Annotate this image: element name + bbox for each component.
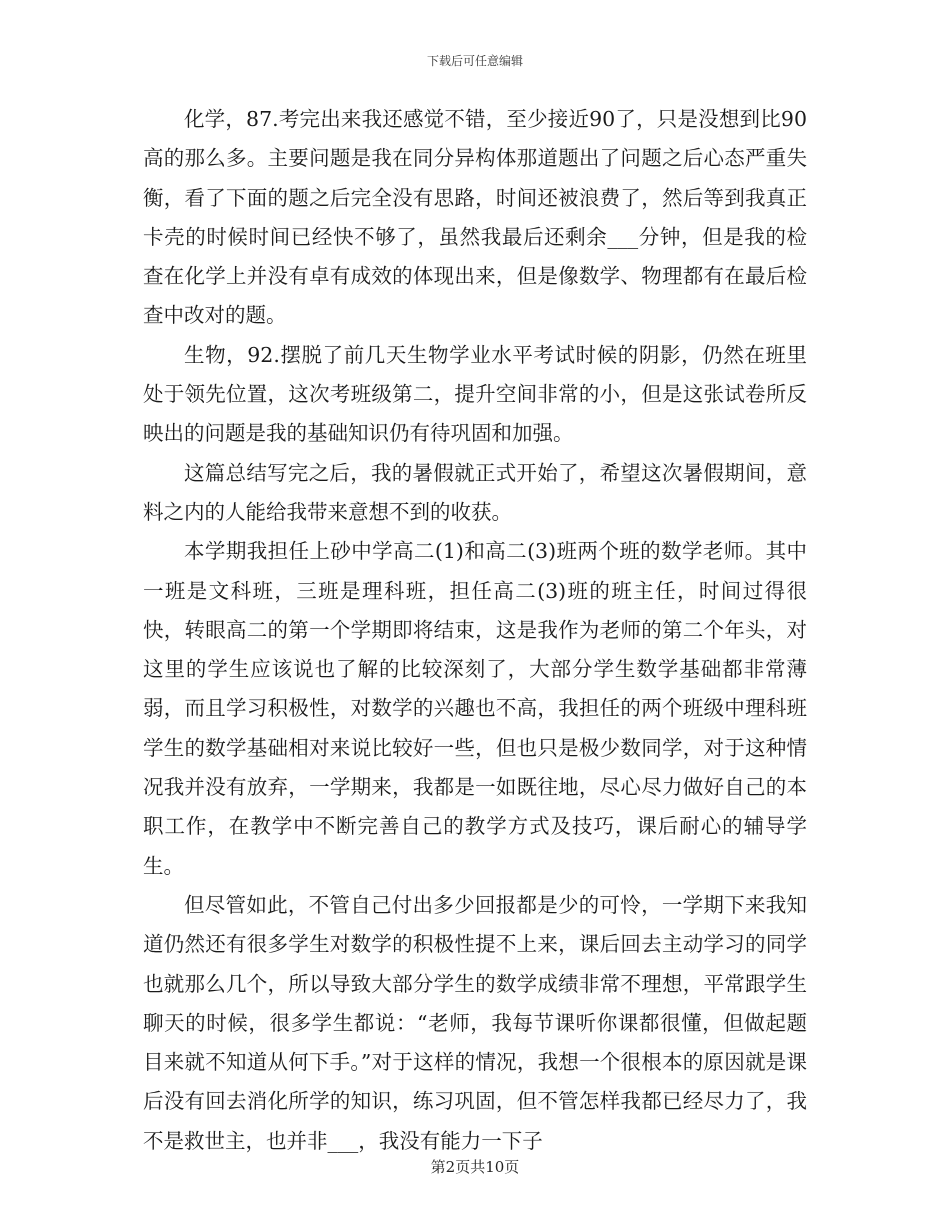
paragraph-summer: 这篇总结写完之后，我的暑假就正式开始了，希望这次暑假期间，意料之内的人能给我带来意想不到的收获。: [143, 460, 807, 524]
page-number: 第2页共10页: [430, 1158, 520, 1176]
paragraph-chemistry: 化学，87.考完出来我还感觉不错，至少接近90了，只是没想到比90高的那么多。主要问题是我在同分异构体那道题出了问题之后心态严重失衡，看了下面的题之后完全没有思路，时间还被浪费了，然后等到我真正卡壳的时候时间已经快不够了，虽然我最后还剩余___分钟，但是我的检查在化学上并没有卓有成效的体现出来，但是像数学、物理都有在最后检查中改对的题。: [143, 107, 807, 328]
paragraph-teaching: 本学期我担任上砂中学高二(1)和高二(3)班两个班的数学老师。其中一班是文科班，三班是理科班，担任高二(3)班的班主任，时间过得很快，转眼高二的第一个学期即将结束，这是我作为老师的第二个年头，对这里的学生应该说也了解的比较深刻了，大部分学生数学基础都非常薄弱，而且学习积极性，对数学的兴趣也不高，我担任的两个班级中理科班学生的数学基础相对来说比较好一些，但也只是极少数同学，对于这种情况我并没有放弃，一学期来，我都是一如既往地，尽心尽力做好自己的本职工作，在教学中不断完善自己的教学方式及技巧，课后耐心的辅导学生。: [143, 539, 807, 878]
document-body: [143, 100, 807, 1161]
page-header: 下载后可任意编辑: [426, 54, 523, 68]
paragraph-reflection: 但尽管如此，不管自己付出多少回报都是少的可怜，一学期下来我知道仍然还有很多学生对数学的积极性提不上来，课后回去主动学习的同学也就那么几个，所以导致大部分学生的数学成绩非常不理想，平常跟学生聊天的时候，很多学生都说：“老师，我每节课听你课都很懂，但做起题目来就不知道从何下手。”对于这样的情况，我想一个很根本的原因就是课后没有回去消化所学的知识，练习巩固，但不管怎样我都已经尽力了，我不是救世主，也并非___，我没有能力一下子: [143, 892, 807, 1153]
paragraph-biology: 生物，92.摆脱了前几天生物学业水平考试时候的阴影，仍然在班里处于领先位置，这次考班级第二，提升空间非常的小，但是这张试卷所反映出的问题是我的基础知识仍有待巩固和加强。: [143, 342, 807, 446]
